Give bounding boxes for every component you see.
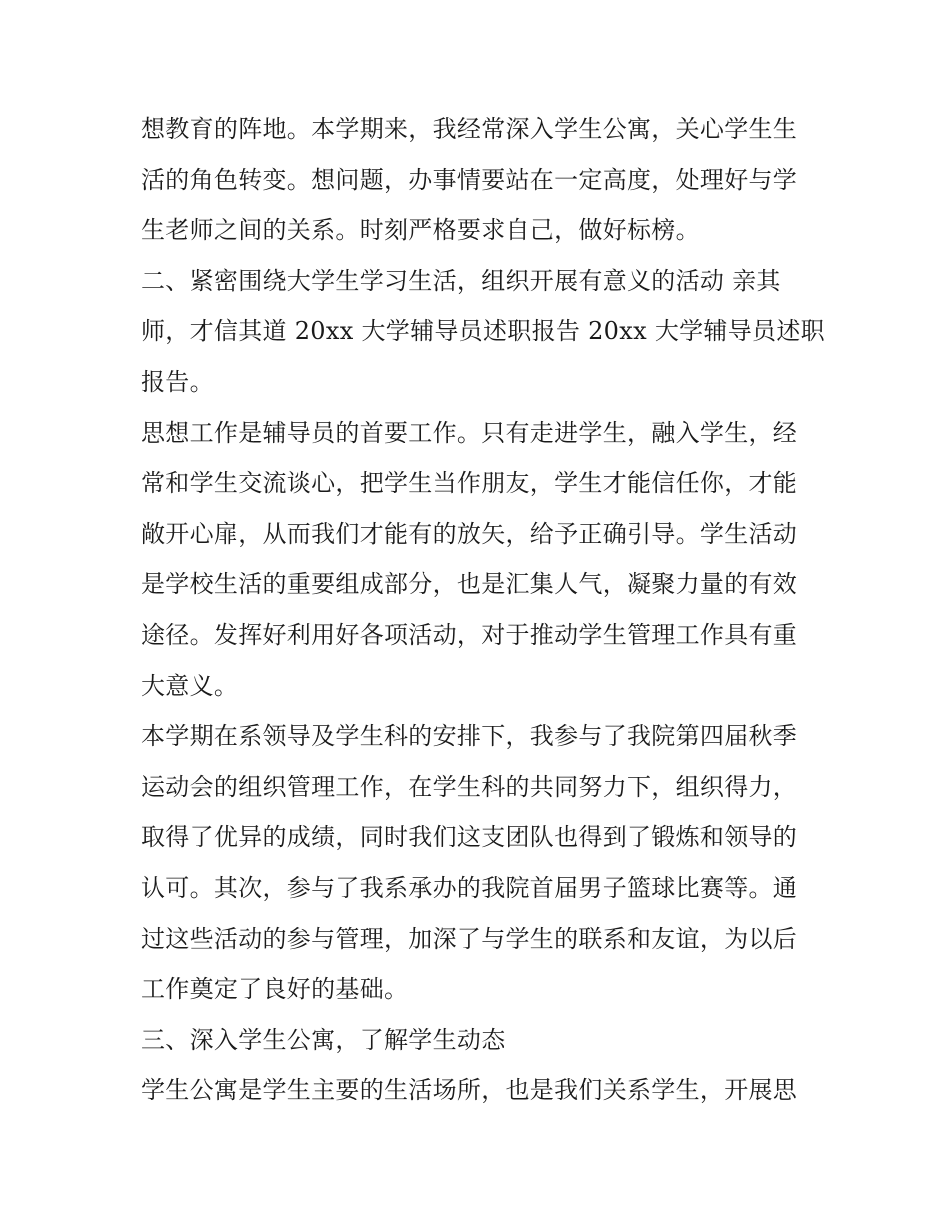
text-line: 活的角色转变。想问题，办事情要站在一定高度，处理好与学 bbox=[141, 165, 798, 194]
text-line: 大意义。 bbox=[141, 671, 239, 700]
text-line: 想教育的阵地。本学期来，我经常深入学生公寓，关心学生生 bbox=[141, 115, 798, 143]
text-line: 工作奠定了良好的基础。 bbox=[141, 975, 409, 1004]
text-line: 运动会的组织管理工作，在学生科的共同努力下，组织得力， bbox=[141, 772, 798, 801]
text-line: 过这些活动的参与管理，加深了与学生的联系和友谊，为以后 bbox=[141, 924, 798, 953]
text-line: 师，才信其道 20xx 大学辅导员述职报告 20xx 大学辅导员述职 bbox=[141, 317, 825, 346]
text-line: 是学校生活的重要组成部分，也是汇集人气，凝聚力量的有效 bbox=[141, 570, 798, 599]
text-line: 取得了优异的成绩，同时我们这支团队也得到了锻炼和领导的 bbox=[141, 823, 798, 852]
text-line: 常和学生交流谈心，把学生当作朋友，学生才能信任你，才能 bbox=[141, 469, 798, 498]
text-line: 本学期在系领导及学生科的安排下，我参与了我院第四届秋季 bbox=[141, 722, 798, 751]
text-line: 思想工作是辅导员的首要工作。只有走进学生，融入学生，经 bbox=[141, 418, 798, 447]
section-heading-3: 三、深入学生公寓，了解学生动态 bbox=[141, 1025, 506, 1054]
text-line: 学生公寓是学生主要的生活场所，也是我们关系学生，开展思 bbox=[141, 1076, 798, 1105]
text-line: 认可。其次，参与了我系承办的我院首届男子篮球比赛等。通 bbox=[141, 873, 798, 902]
text-line: 途径。发挥好利用好各项活动，对于推动学生管理工作具有重 bbox=[141, 620, 798, 649]
section-heading-2: 二、紧密围绕大学生学习生活，组织开展有意义的活动 亲其 bbox=[141, 266, 781, 295]
text-line: 生老师之间的关系。时刻严格要求自己，做好标榜。 bbox=[141, 216, 700, 245]
body-text bbox=[141, 104, 825, 1116]
text-line: 报告。 bbox=[141, 367, 214, 396]
text-line: 敞开心扉，从而我们才能有的放矢，给予正确引导。学生活动 bbox=[141, 519, 798, 548]
